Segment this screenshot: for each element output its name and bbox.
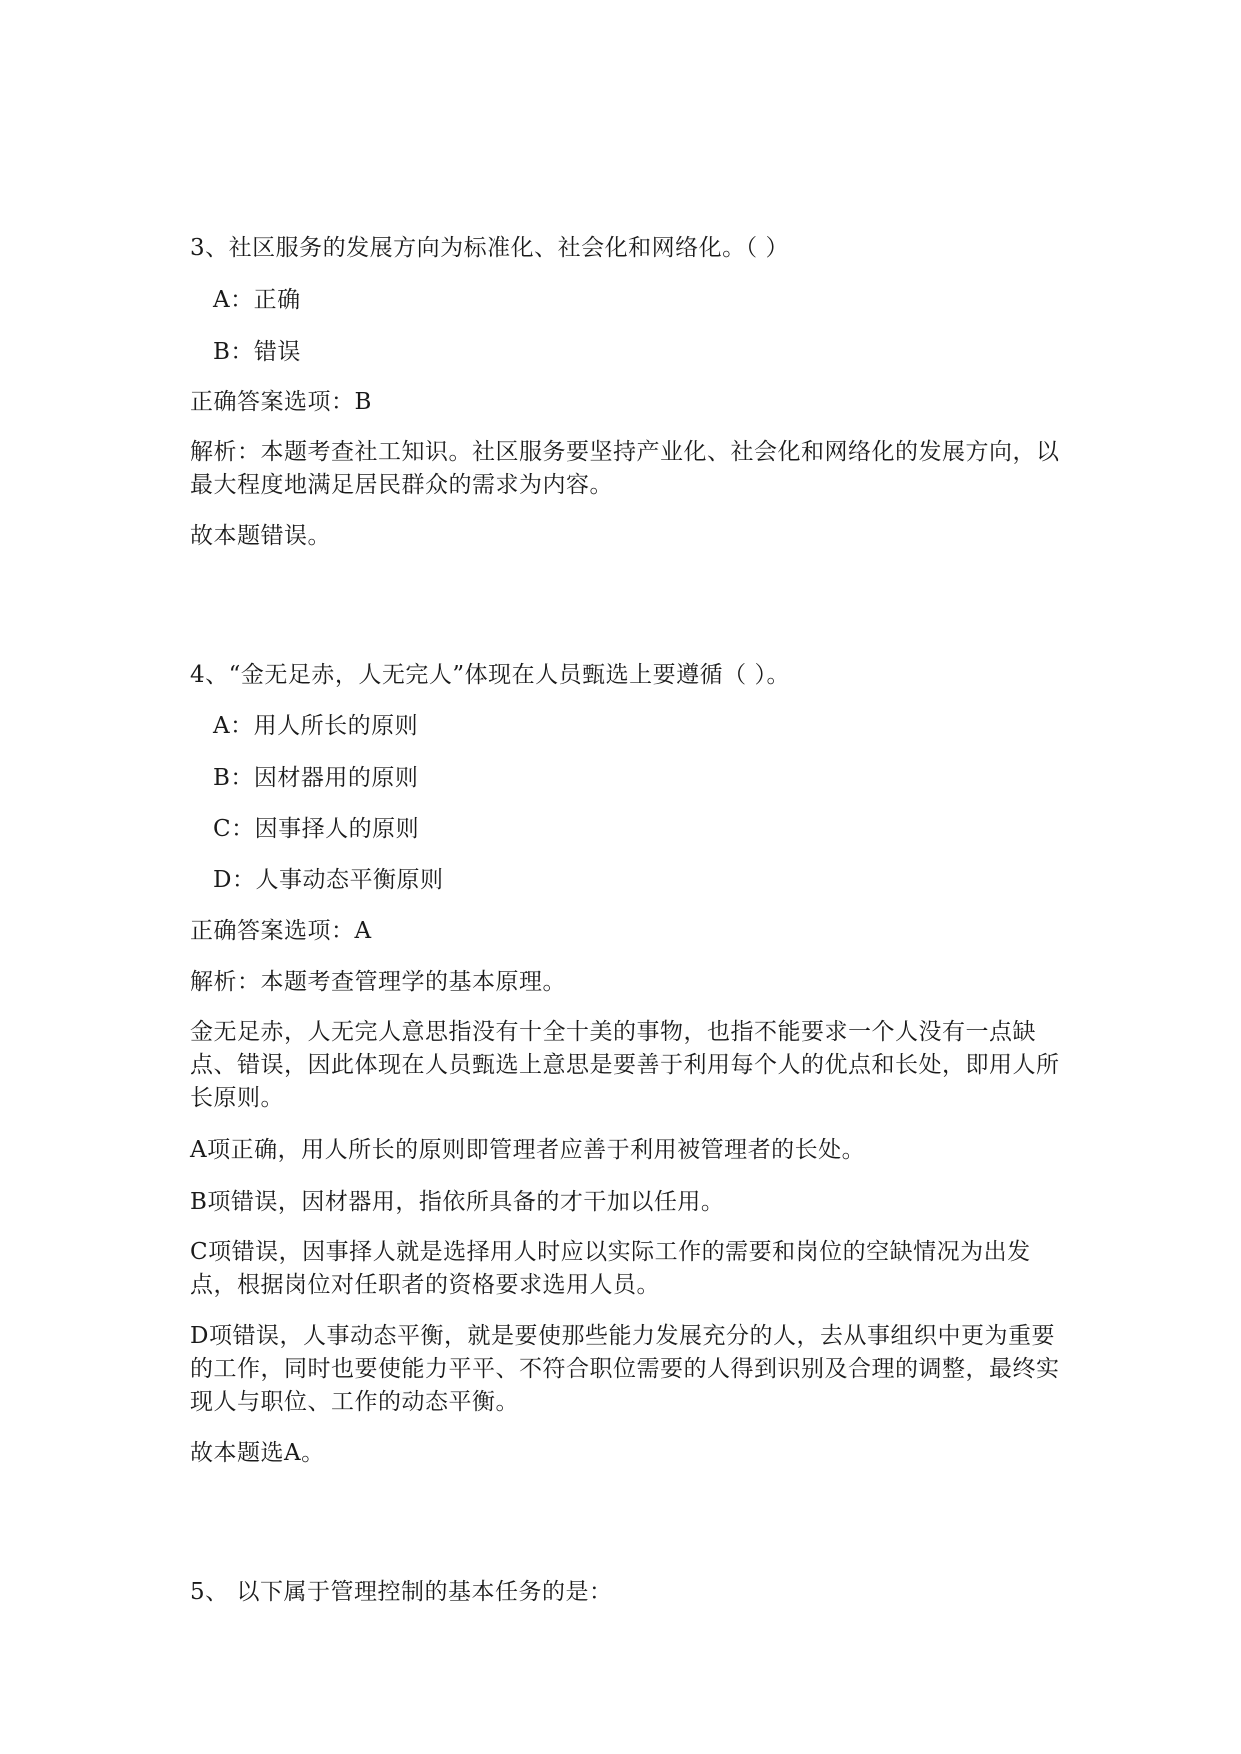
- q4-option-a: A：用人所长的原则: [213, 713, 419, 739]
- q3-answer: 正确答案选项：B: [190, 389, 372, 415]
- q3-option-b: B：错误: [213, 339, 301, 365]
- q4-answer: 正确答案选项：A: [190, 918, 372, 944]
- q4-explanation: 金无足赤，人无完人意思指没有十全十美的事物，也指不能要求一个人没有一点缺点、错误，因此体现在人员甄选上意思是要善于利用每个人的优点和长处，即用人所长原则。: [190, 1019, 1060, 1111]
- q4-option-b: B：因材器用的原则: [213, 765, 419, 791]
- q3-analysis: 解析：本题考查社工知识。社区服务要坚持产业化、社会化和网络化的发展方向，以最大程度地满足居民群众的需求为内容。: [190, 439, 1060, 498]
- q3-conclusion: 故本题错误。: [190, 523, 331, 549]
- q3-question: 3、社区服务的发展方向为标准化、社会化和网络化。（ ）: [190, 235, 789, 261]
- q4-analysis: 解析：本题考查管理学的基本原理。: [190, 969, 566, 995]
- q4-option-c: C：因事择人的原则: [213, 816, 420, 842]
- q4-question: 4、“金无足赤，人无完人”体现在人员甄选上要遵循（ ）。: [190, 662, 790, 688]
- q4-item-b: B项错误，因材器用，指依所具备的才干加以任用。: [190, 1189, 725, 1215]
- q4-item-a: A项正确，用人所长的原则即管理者应善于利用被管理者的长处。: [190, 1137, 866, 1163]
- q4-conclusion: 故本题选A。: [190, 1440, 325, 1466]
- q4-item-d: D项错误，人事动态平衡，就是要使那些能力发展充分的人，去从事组织中更为重要的工作，同时也要使能力平平、不符合职位需要的人得到识别及合理的调整，最终实现人与职位、工作的动态平衡。: [190, 1323, 1060, 1415]
- q3-option-a: A：正确: [213, 287, 301, 313]
- q4-option-d: D：人事动态平衡原则: [213, 867, 444, 893]
- q5-question: 5、 以下属于管理控制的基本任务的是：: [190, 1579, 613, 1605]
- q4-item-c: C项错误，因事择人就是选择用人时应以实际工作的需要和岗位的空缺情况为出发点，根据岗位对任职者的资格要求选用人员。: [190, 1239, 1031, 1298]
